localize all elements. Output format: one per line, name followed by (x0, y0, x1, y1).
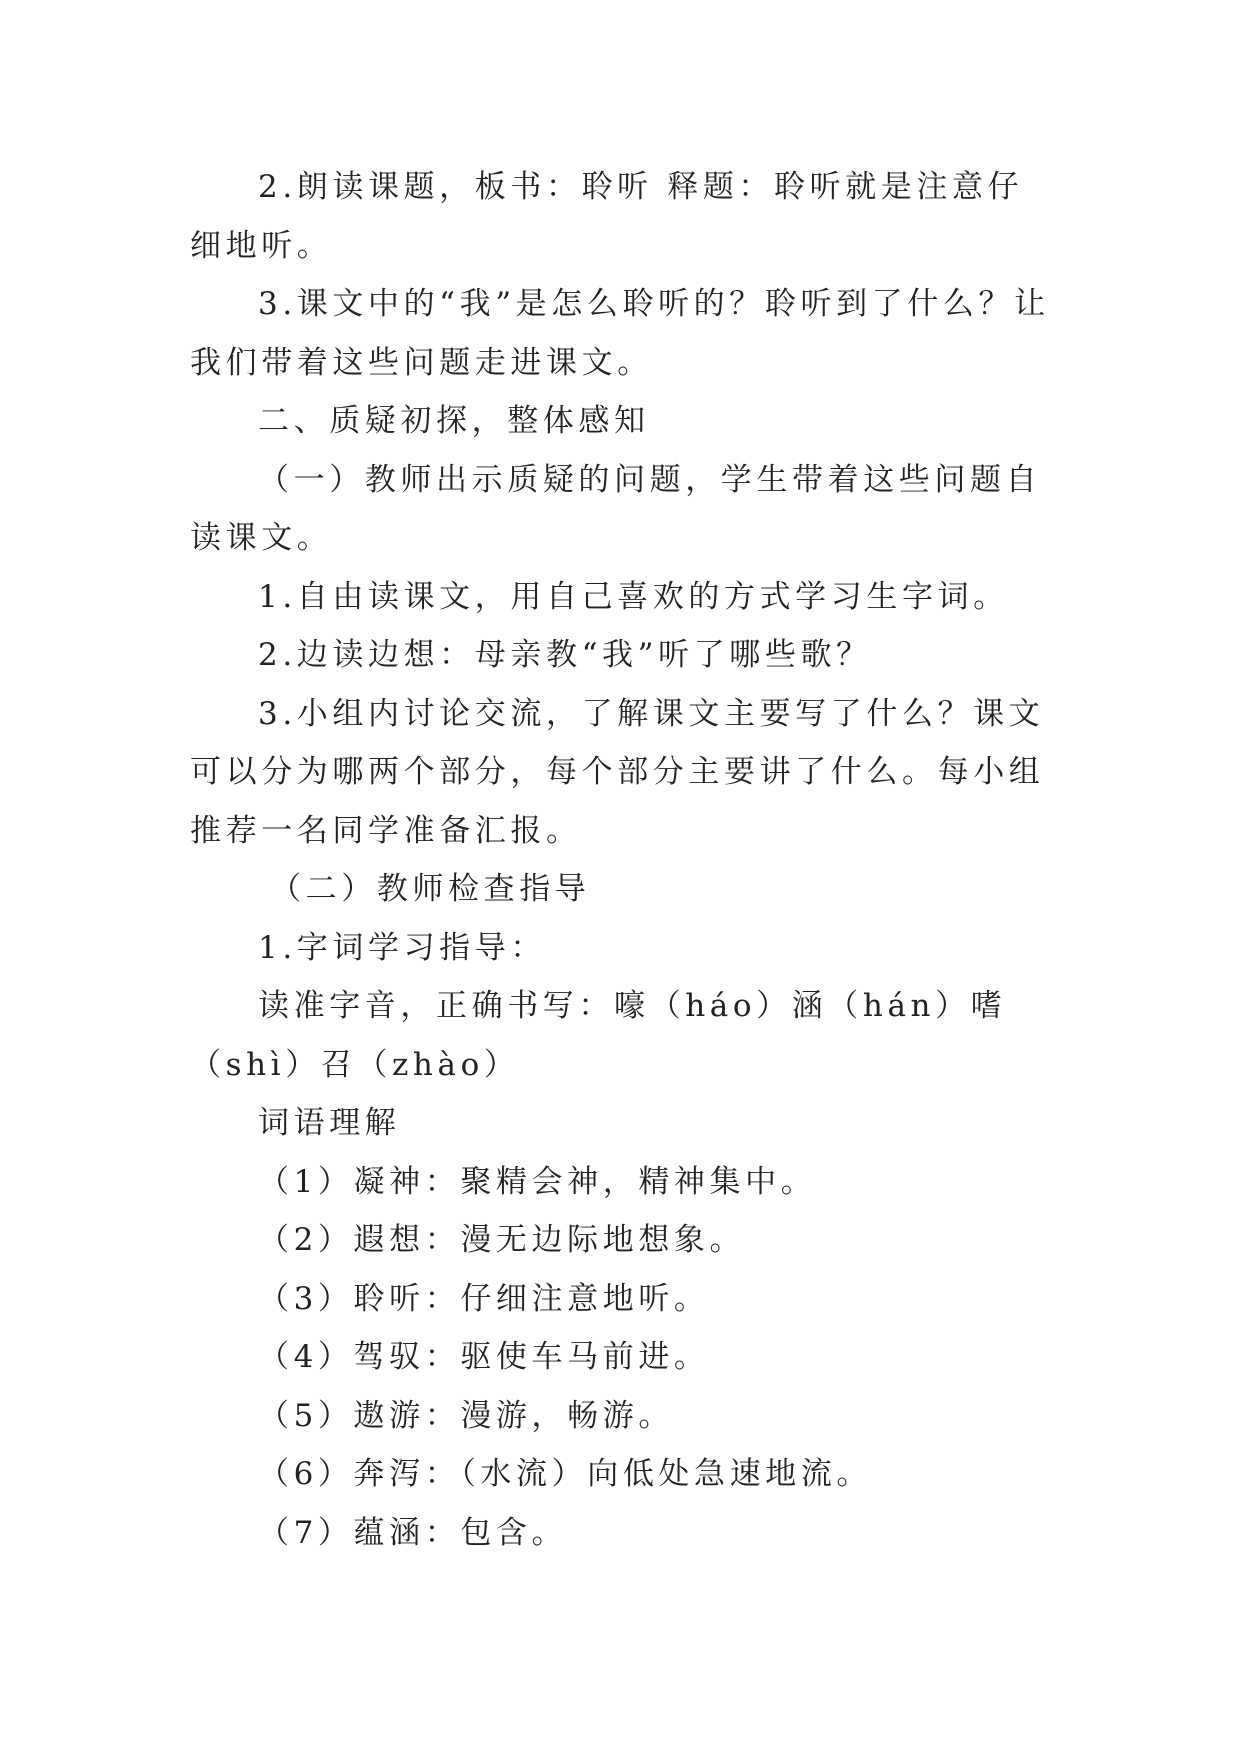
vocab-guide-heading: 1.字词学习指导： (258, 929, 546, 966)
pronunciation-line: 读准字音，正确书写：嚎（háo）涵（hán）嗜（shì）召（zhào） (190, 988, 1007, 1083)
list-item-3: 3.小组内讨论交流，了解课文主要写了什么？课文可以分为哪两个部分，每个部分主要讲了什么。每小组推荐一名同学准备汇报。 (190, 695, 1045, 849)
subsection-heading-2: （二）教师检查指导 (270, 871, 591, 907)
word-meaning-item: （5）遨游：漫游，畅游。 (258, 1397, 674, 1434)
section-heading-2: 二、质疑初探，整体感知 (258, 403, 650, 439)
word-meaning-item: （6）奔泻：（水流）向低处急速地流。 (258, 1456, 873, 1492)
word-meaning-item: （3）聆听：仔细注意地听。 (258, 1280, 710, 1317)
word-meaning-heading: 词语理解 (258, 1105, 401, 1141)
word-meaning-item: （1）凝神：聚精会神，精神集中。 (258, 1163, 817, 1200)
word-meaning-item: （2）遐想：漫无边际地想象。 (258, 1222, 746, 1258)
word-meaning-item: （7）蕴涵：包含。 (258, 1514, 568, 1551)
list-item-1: 1.自由读课文，用自己喜欢的方式学习生字词。 (258, 578, 1009, 615)
word-meaning-item: （4）驾驭：驱使车马前进。 (258, 1339, 710, 1375)
document-body (190, 158, 1050, 1562)
paragraph-read-title: 2.朗读课题，板书：聆听 释题：聆听就是注意仔细地听。 (190, 169, 1024, 264)
subsection-heading-1: （一）教师出示质疑的问题，学生带着这些问题自读课文。 (190, 461, 1042, 556)
list-item-2: 2.边读边想：母亲教“我”听了哪些歌？ (258, 637, 872, 673)
paragraph-question-intro: 3.课文中的“我”是怎么聆听的？聆听到了什么？让我们带着这些问题走进课文。 (190, 286, 1050, 381)
